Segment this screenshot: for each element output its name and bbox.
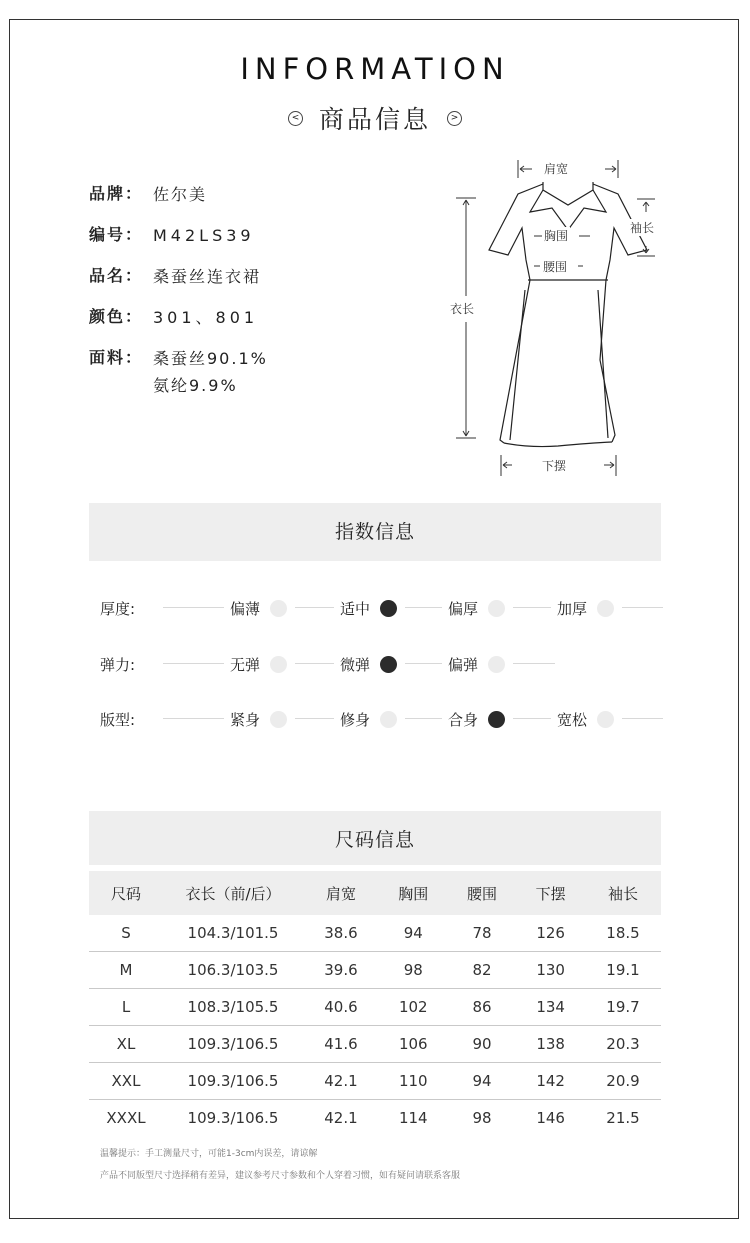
note-measurement: 温馨提示：手工测量尺寸，可能1-3cm内误差，请谅解 — [100, 1149, 318, 1159]
info-value: 301、801 — [153, 308, 259, 327]
table-cell: 40.6 — [303, 989, 379, 1026]
size-col-header: 袖长 — [585, 871, 661, 915]
table-cell: XL — [89, 1026, 163, 1063]
table-cell: 109.3/106.5 — [163, 1026, 303, 1063]
size-col-header: 胸围 — [379, 871, 448, 915]
label-waist: 腰围 — [543, 260, 568, 274]
label-sleeve: 袖长 — [630, 221, 655, 235]
table-cell: 42.1 — [324, 1109, 358, 1127]
table-cell: 130 — [516, 952, 585, 989]
table-cell: 102 — [379, 989, 448, 1026]
index-label: 弹力: — [100, 656, 136, 674]
table-cell: 38.6 — [303, 915, 379, 952]
table-cell: 78 — [448, 915, 517, 952]
table-cell: 114 — [398, 1109, 428, 1127]
table-cell: L — [89, 989, 163, 1026]
table-cell: 138 — [516, 1026, 585, 1063]
info-row-name — [89, 266, 268, 290]
table-cell: 142 — [516, 1063, 585, 1100]
index-option-text: 修身 — [340, 711, 371, 729]
index-option — [442, 654, 513, 675]
table-cell: 82 — [448, 952, 517, 989]
table-cell: 109.3/106.5 — [187, 1109, 279, 1127]
table-row — [89, 1063, 661, 1100]
index-dot — [380, 600, 397, 617]
table-cell: 110 — [379, 1063, 448, 1100]
index-option — [224, 598, 295, 619]
size-col-header: 衣长（前/后） — [163, 871, 303, 915]
info-value: 佐尔美 — [153, 185, 208, 204]
table-cell: XXL — [89, 1063, 163, 1100]
index-row-elasticity — [100, 654, 555, 674]
label-hem: 下摆 — [542, 459, 567, 473]
index-dot — [380, 656, 397, 673]
index-option-text: 微弹 — [340, 656, 371, 674]
size-col-header: 下摆 — [516, 871, 585, 915]
title-chinese-wrap — [0, 100, 750, 136]
index-option-text: 偏弹 — [448, 656, 479, 674]
table-row — [89, 952, 661, 989]
table-row — [89, 1026, 661, 1063]
index-option-text: 紧身 — [230, 711, 261, 729]
table-cell: 86 — [448, 989, 517, 1026]
table-cell: 109.3/106.5 — [163, 1063, 303, 1100]
table-cell: 108.3/105.5 — [163, 989, 303, 1026]
index-dot — [270, 711, 287, 728]
table-cell: 42.1 — [303, 1063, 379, 1100]
index-dot — [270, 656, 287, 673]
index-dot — [488, 656, 505, 673]
index-option-text: 合身 — [448, 711, 479, 729]
table-cell: 126 — [516, 915, 585, 952]
table-cell: 146 — [536, 1109, 565, 1127]
arrow-left-icon: < — [288, 111, 303, 126]
index-dot — [597, 600, 614, 617]
product-info — [89, 184, 268, 416]
info-key: 品牌： — [89, 184, 144, 203]
table-cell: 104.3/101.5 — [163, 915, 303, 952]
index-label: 版型: — [100, 711, 136, 729]
dress-diagram — [440, 150, 670, 490]
title-english: INFORMATION — [240, 52, 510, 86]
arrow-right-icon: > — [447, 111, 462, 126]
dress-outline-icon — [440, 150, 670, 490]
index-option-text: 加厚 — [557, 600, 588, 618]
table-cell: 98 — [379, 952, 448, 989]
label-chest: 胸围 — [544, 229, 569, 243]
table-cell: 41.6 — [303, 1026, 379, 1063]
index-option — [334, 654, 405, 675]
table-cell: 134 — [516, 989, 585, 1026]
table-row — [89, 915, 661, 952]
table-cell: 94 — [448, 1063, 517, 1100]
label-length: 衣长 — [450, 302, 475, 316]
size-col-header: 肩宽 — [303, 871, 379, 915]
table-cell: S — [89, 915, 163, 952]
info-row-brand — [89, 184, 268, 208]
size-col-header: 腰围 — [448, 871, 517, 915]
table-cell: XXXL — [106, 1109, 146, 1127]
table-cell: M — [89, 952, 163, 989]
index-option — [224, 654, 295, 675]
info-value: 桑蚕丝连衣裙 — [153, 267, 262, 286]
info-key: 编号： — [89, 225, 144, 244]
info-row-fabric — [89, 348, 268, 399]
index-dot — [488, 711, 505, 728]
index-dot — [270, 600, 287, 617]
table-cell: 98 — [472, 1109, 492, 1127]
table-cell: 94 — [379, 915, 448, 952]
table-cell: 39.6 — [303, 952, 379, 989]
table-cell: 106 — [379, 1026, 448, 1063]
index-row-fit — [100, 709, 663, 729]
index-option-text: 适中 — [340, 600, 371, 618]
info-value: 桑蚕丝90.1% 氨纶9.9% — [153, 349, 268, 395]
table-cell: 106.3/103.5 — [163, 952, 303, 989]
index-row-thickness — [100, 598, 663, 618]
table-cell: 19.1 — [585, 952, 661, 989]
info-key: 面料： — [89, 348, 144, 367]
table-row — [89, 1100, 661, 1137]
table-cell: 19.7 — [585, 989, 661, 1026]
index-dot — [597, 711, 614, 728]
info-row-color — [89, 307, 268, 331]
size-table-header — [89, 871, 661, 915]
index-option — [334, 598, 405, 619]
table-cell: 20.9 — [585, 1063, 661, 1100]
table-cell: 18.5 — [585, 915, 661, 952]
index-label: 厚度: — [100, 600, 136, 618]
index-option — [551, 709, 622, 730]
index-option — [334, 709, 405, 730]
index-option-text: 无弹 — [230, 656, 261, 674]
size-col-header: 尺码 — [89, 871, 163, 915]
note-sizing: 产品不同版型尺寸选择稍有差异，建议参考尺寸参数和个人穿着习惯，如有疑问请联系客服 — [100, 1171, 461, 1181]
size-section-header: 尺码信息 — [89, 811, 661, 865]
table-cell: 21.5 — [606, 1109, 640, 1127]
index-option-text: 偏厚 — [448, 600, 479, 618]
info-row-code — [89, 225, 268, 249]
index-dot — [488, 600, 505, 617]
size-table — [89, 871, 661, 1136]
index-option — [442, 709, 513, 730]
info-key: 颜色： — [89, 307, 144, 326]
index-option — [224, 709, 295, 730]
title-chinese: 商品信息 — [318, 105, 431, 134]
info-value: M42LS39 — [153, 226, 255, 245]
index-option-text: 偏薄 — [230, 600, 261, 618]
index-option — [551, 598, 622, 619]
index-dot — [380, 711, 397, 728]
index-option — [442, 598, 513, 619]
label-shoulder: 肩宽 — [544, 162, 569, 176]
table-cell: 20.3 — [585, 1026, 661, 1063]
table-row — [89, 989, 661, 1026]
info-key: 品名： — [89, 266, 144, 285]
index-option-text: 宽松 — [557, 711, 588, 729]
table-cell: 90 — [448, 1026, 517, 1063]
index-section-header: 指数信息 — [89, 503, 661, 561]
